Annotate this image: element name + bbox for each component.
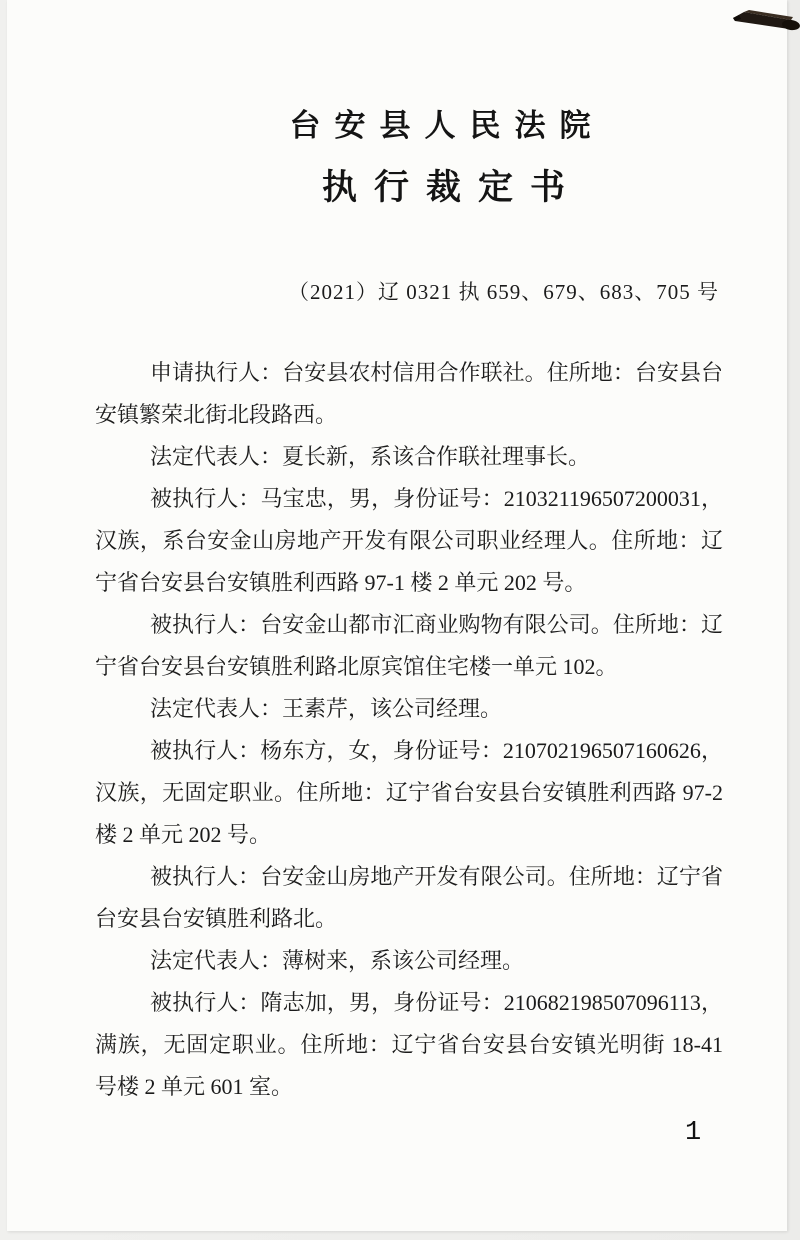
respondent-paragraph: 被执行人：杨东方，女，身份证号：210702196507160626，汉族，无固定职业。住所地：辽宁省台安县台安镇胜利西路 97-2 楼 2 单元 202 号。 [95,738,723,847]
respondent-paragraph: 被执行人：马宝忠，男，身份证号：210321196507200031，汉族，系台安金山房地产开发有限公司职业经理人。住所地：辽宁省台安县台安镇胜利西路 97-1 楼 2 单元 202 号。 [95,486,723,595]
respondent-paragraph: 被执行人：台安金山都市汇商业购物有限公司。住所地：辽宁省台安县台安镇胜利路北原宾馆住宅楼一单元 102。 [95,612,723,679]
applicant-paragraph: 申请执行人：台安县农村信用合作联社。住所地：台安县台安镇繁荣北街北段路西。 [95,360,723,427]
respondent-paragraph: 被执行人：台安金山房地产开发有限公司。住所地：辽宁省台安县台安镇胜利路北。 [95,864,723,931]
legal-representative-paragraph: 法定代表人：夏长新，系该合作联社理事长。 [150,444,591,469]
page-number: 1 [685,1118,702,1148]
document-page [7,0,787,1231]
legal-representative-paragraph: 法定代表人：王素芹，该公司经理。 [150,696,503,721]
case-number: （2021）辽 0321 执 659、679、683、705 号 [288,280,719,304]
legal-representative-paragraph: 法定代表人：薄树来，系该公司经理。 [150,948,525,973]
respondent-paragraph: 被执行人：隋志加，男，身份证号：210682198507096113，满族，无固定职业。住所地：辽宁省台安县台安镇光明街 18-41 号楼 2 单元 601 室。 [95,990,723,1099]
document-title-heading: 执行裁定书 [321,168,582,207]
staple-scan-artifact [731,6,800,34]
document-body [95,352,723,1108]
court-name-heading: 台安县人民法院 [289,108,605,143]
